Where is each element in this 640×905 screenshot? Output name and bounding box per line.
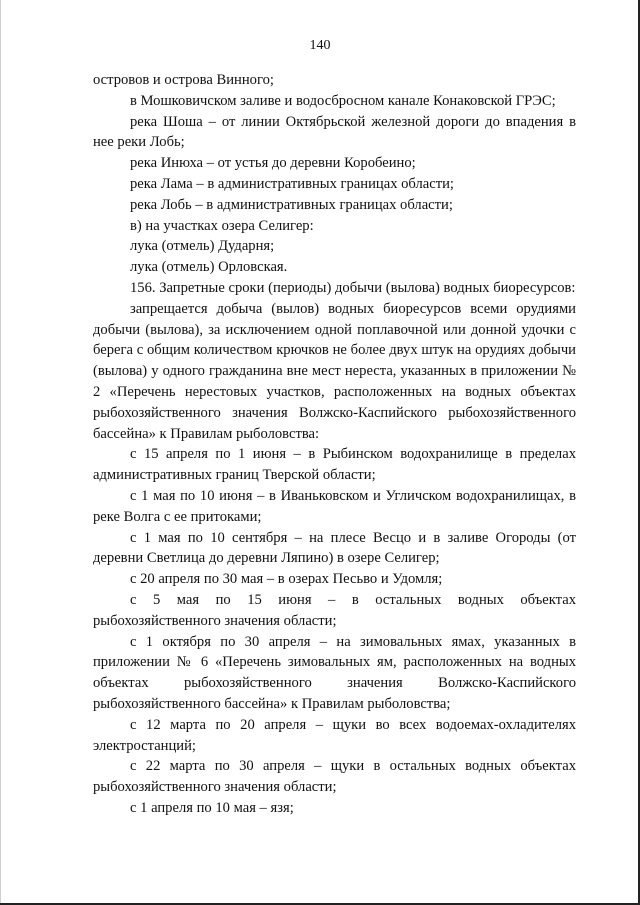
paragraph: с 1 октября по 30 апреля – на зимовальных ямах, указанных в приложении № 6 «Перечень зимовальных ям, расположенных на водных объектах рыбохозяйственного значения Волжско-Каспийского рыбохозяйственного бассейна» к Правилам рыболовства; bbox=[93, 633, 576, 712]
paragraph: река Инюха – от устья до деревни Коробеино; bbox=[130, 155, 416, 172]
paragraph: с 5 мая по 15 июня – в остальных водных объектах рыбохозяйственного значения области; bbox=[93, 591, 576, 629]
paragraph: островов и острова Винного; bbox=[93, 72, 274, 88]
paragraph: лука (отмель) Орловская. bbox=[130, 259, 288, 276]
paragraph: в) на участках озера Селигер: bbox=[130, 217, 314, 234]
paragraph: запрещается добыча (вылов) водных биоресурсов всеми орудиями добычи (вылова), за исключением одной поплавочной или донной удочки с берега с общим количеством крючков не более двух штук на орудиях добычи (вылова) у одного гражданина вне мест нереста, указанных в приложении № 2 «Перечень нерестовых участков, расположенных на водных объектах рыбохозяйственного значения Волжско-Каспийского рыбохозяйственного бассейна» к Правилам рыболовства: bbox=[93, 300, 576, 442]
paragraph: с 1 мая по 10 сентября – на плесе Весцо и в заливе Огороды (от деревни Светлица до деревни Ляпино) в озере Селигер; bbox=[93, 529, 576, 567]
paragraph: с 15 апреля по 1 июня – в Рыбинском водохранилище в пределах административных границ Тверской области; bbox=[93, 446, 576, 484]
paragraph: река Шоша – от линии Октябрьской железной дороги до впадения в нее реки Лобь; bbox=[93, 113, 576, 151]
document-body bbox=[93, 70, 576, 819]
paragraph: река Лама – в административных границах области; bbox=[130, 175, 454, 192]
paragraph: с 1 мая по 10 июня – в Иваньковском и Угличском водохранилищах, в реке Волга с ее притоками; bbox=[93, 487, 576, 525]
paragraph: с 22 марта по 30 апреля – щуки в остальных водных объектах рыбохозяйственного значения области; bbox=[93, 758, 576, 796]
paragraph: лука (отмель) Дударня; bbox=[130, 238, 275, 255]
paragraph: река Лобь – в административных границах области; bbox=[130, 196, 453, 213]
paragraph: с 12 марта по 20 апреля – щуки во всех водоемах-охладителях электростанций; bbox=[93, 716, 576, 754]
paragraph: с 1 апреля по 10 мая – язя; bbox=[130, 799, 294, 816]
page-number: 140 bbox=[309, 38, 331, 53]
paragraph: 156. Запретные сроки (периоды) добычи (вылова) водных биоресурсов: bbox=[130, 279, 576, 296]
scan-edge-left bbox=[0, 0, 1, 905]
paragraph: в Мошковичском заливе и водосбросном канале Конаковской ГРЭС; bbox=[130, 92, 556, 109]
paragraph: с 20 апреля по 30 мая – в озерах Песьво и Удомля; bbox=[130, 571, 443, 588]
